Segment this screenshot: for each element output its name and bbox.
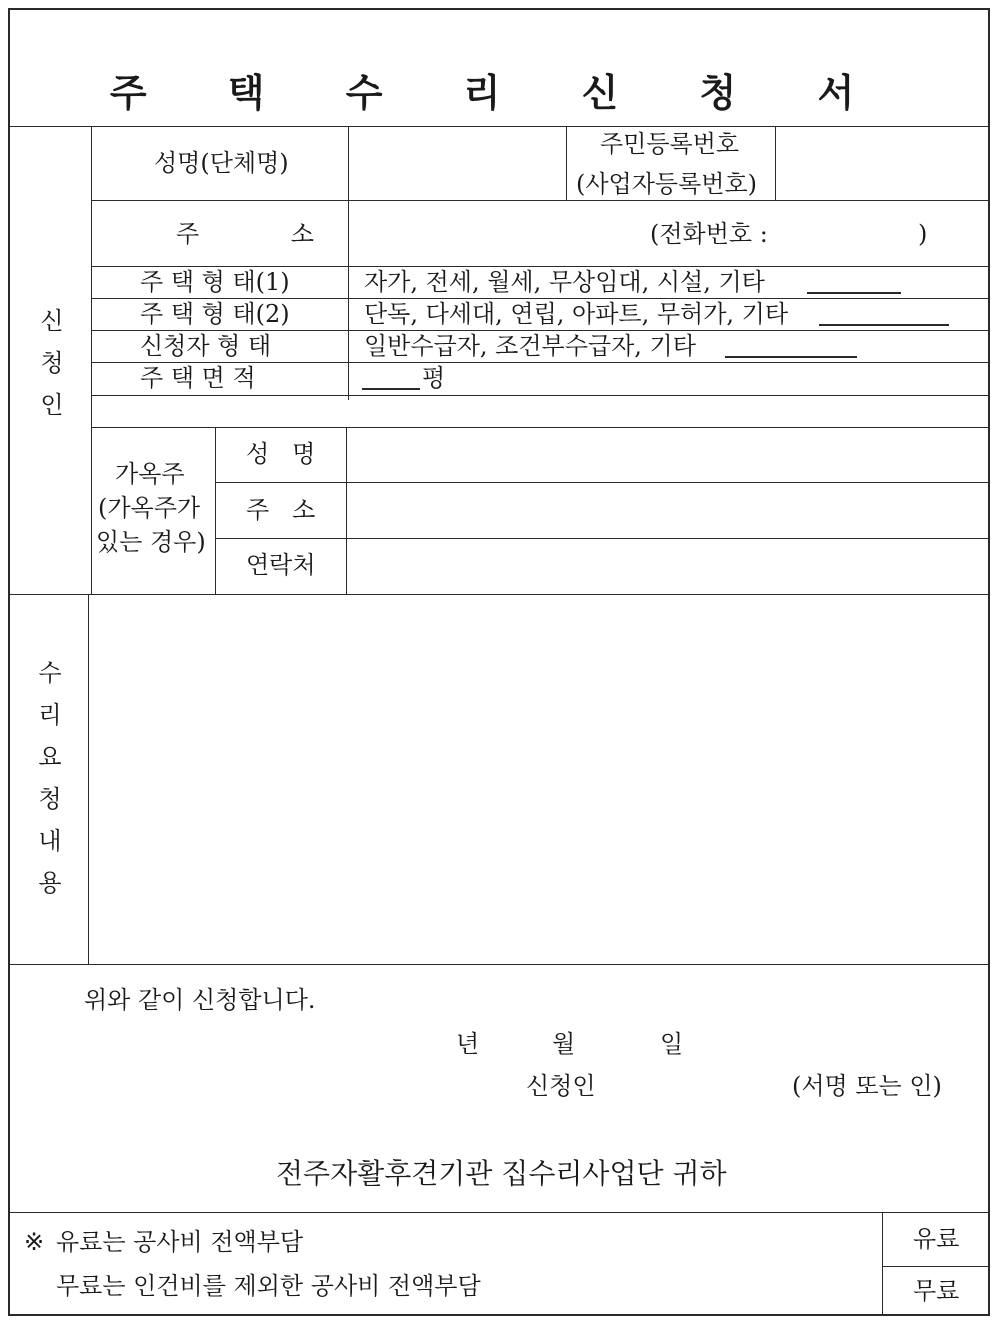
note-free: 무료는 인건비를 제외한 공사비 전액부담 — [56, 1272, 481, 1300]
phone-label: (전화번호 : — [650, 220, 768, 248]
form-title: 주 택 수 리 신 청 서 — [109, 70, 889, 115]
repair-side-label: 수 리 요 청 내 용 — [38, 659, 62, 897]
section-divider — [10, 1212, 988, 1213]
id-number-field[interactable] — [777, 128, 986, 198]
owner-label-divider — [215, 427, 216, 594]
applicant-type-other-blank[interactable] — [725, 338, 857, 358]
housing-type2-label: 주 택 형 태(2) — [140, 300, 290, 328]
owner-address-label: 주 소 — [246, 496, 316, 524]
footer-box-divider — [882, 1266, 988, 1267]
owner-contact-label: 연락처 — [246, 551, 316, 579]
owner-field-divider — [346, 427, 347, 594]
owner-label-line3: 있는 경우) — [96, 528, 206, 556]
note-paid: 유료는 공사비 전액부담 — [56, 1228, 304, 1256]
row-divider — [91, 298, 988, 299]
owner-contact-field[interactable] — [348, 540, 986, 593]
area-unit: 평 — [422, 364, 446, 392]
housing-type1-other-blank[interactable] — [807, 274, 901, 294]
owner-label-line2: (가옥주가 — [98, 494, 201, 522]
date-month-label: 월 — [552, 1030, 576, 1058]
owner-name-label: 성 명 — [246, 440, 316, 468]
applicant-type-label: 신청자 형 태 — [140, 332, 272, 360]
section-divider — [10, 594, 988, 595]
row-divider — [91, 427, 988, 428]
date-year-label: 년 — [456, 1030, 480, 1058]
label-column-divider — [348, 126, 349, 400]
housing-type2-options: 단독, 다세대, 연립, 아파트, 무허가, 기타 — [364, 300, 789, 328]
row-divider — [91, 266, 988, 267]
free-box[interactable] — [883, 1268, 987, 1314]
id-label-left-divider — [566, 126, 567, 200]
row-divider — [91, 395, 988, 396]
owner-address-field[interactable] — [348, 484, 986, 537]
row-divider — [215, 482, 988, 483]
area-blank[interactable] — [362, 370, 420, 390]
repair-request-field[interactable] — [90, 596, 986, 962]
declaration-statement: 위와 같이 신청합니다. — [84, 986, 316, 1014]
row-divider — [91, 330, 988, 331]
name-label: 성명(단체명) — [154, 149, 289, 177]
addressee: 전주자활후견기관 집수리사업단 귀하 — [276, 1157, 727, 1190]
section-divider — [10, 964, 988, 965]
id-label: 주민등록번호 — [600, 130, 740, 158]
repair-application-form — [8, 8, 990, 1316]
paid-label: 유료 — [913, 1225, 960, 1253]
applicant-side-divider — [91, 126, 92, 594]
note-mark: ※ — [24, 1228, 45, 1256]
owner-label-line1: 가옥주 — [115, 460, 185, 488]
signature-note: (서명 또는 인) — [792, 1072, 942, 1100]
applicant-side-label: 신 청 인 — [40, 307, 64, 419]
business-id-label: (사업자등록번호) — [576, 170, 758, 198]
housing-type2-other-blank[interactable] — [819, 306, 949, 326]
housing-type1-options: 자가, 전세, 월세, 무상임대, 시설, 기타 — [364, 268, 765, 296]
row-divider — [91, 200, 988, 201]
phone-close: ) — [918, 220, 928, 248]
name-field[interactable] — [350, 128, 564, 198]
id-label-right-divider — [775, 126, 776, 200]
area-label: 주 택 면 적 — [140, 364, 256, 392]
owner-name-field[interactable] — [348, 429, 986, 481]
row-divider — [215, 538, 988, 539]
applicant-signature-label: 신청인 — [526, 1072, 596, 1100]
title-divider — [10, 126, 988, 127]
free-label: 무료 — [913, 1277, 960, 1305]
applicant-type-options: 일반수급자, 조건부수급자, 기타 — [364, 332, 696, 360]
address-label: 주 소 — [176, 220, 314, 248]
date-day-label: 일 — [660, 1030, 684, 1058]
row-divider — [91, 362, 988, 363]
housing-type1-label: 주 택 형 태(1) — [140, 268, 290, 296]
repair-side-divider — [88, 594, 89, 964]
paid-box[interactable] — [883, 1214, 987, 1265]
